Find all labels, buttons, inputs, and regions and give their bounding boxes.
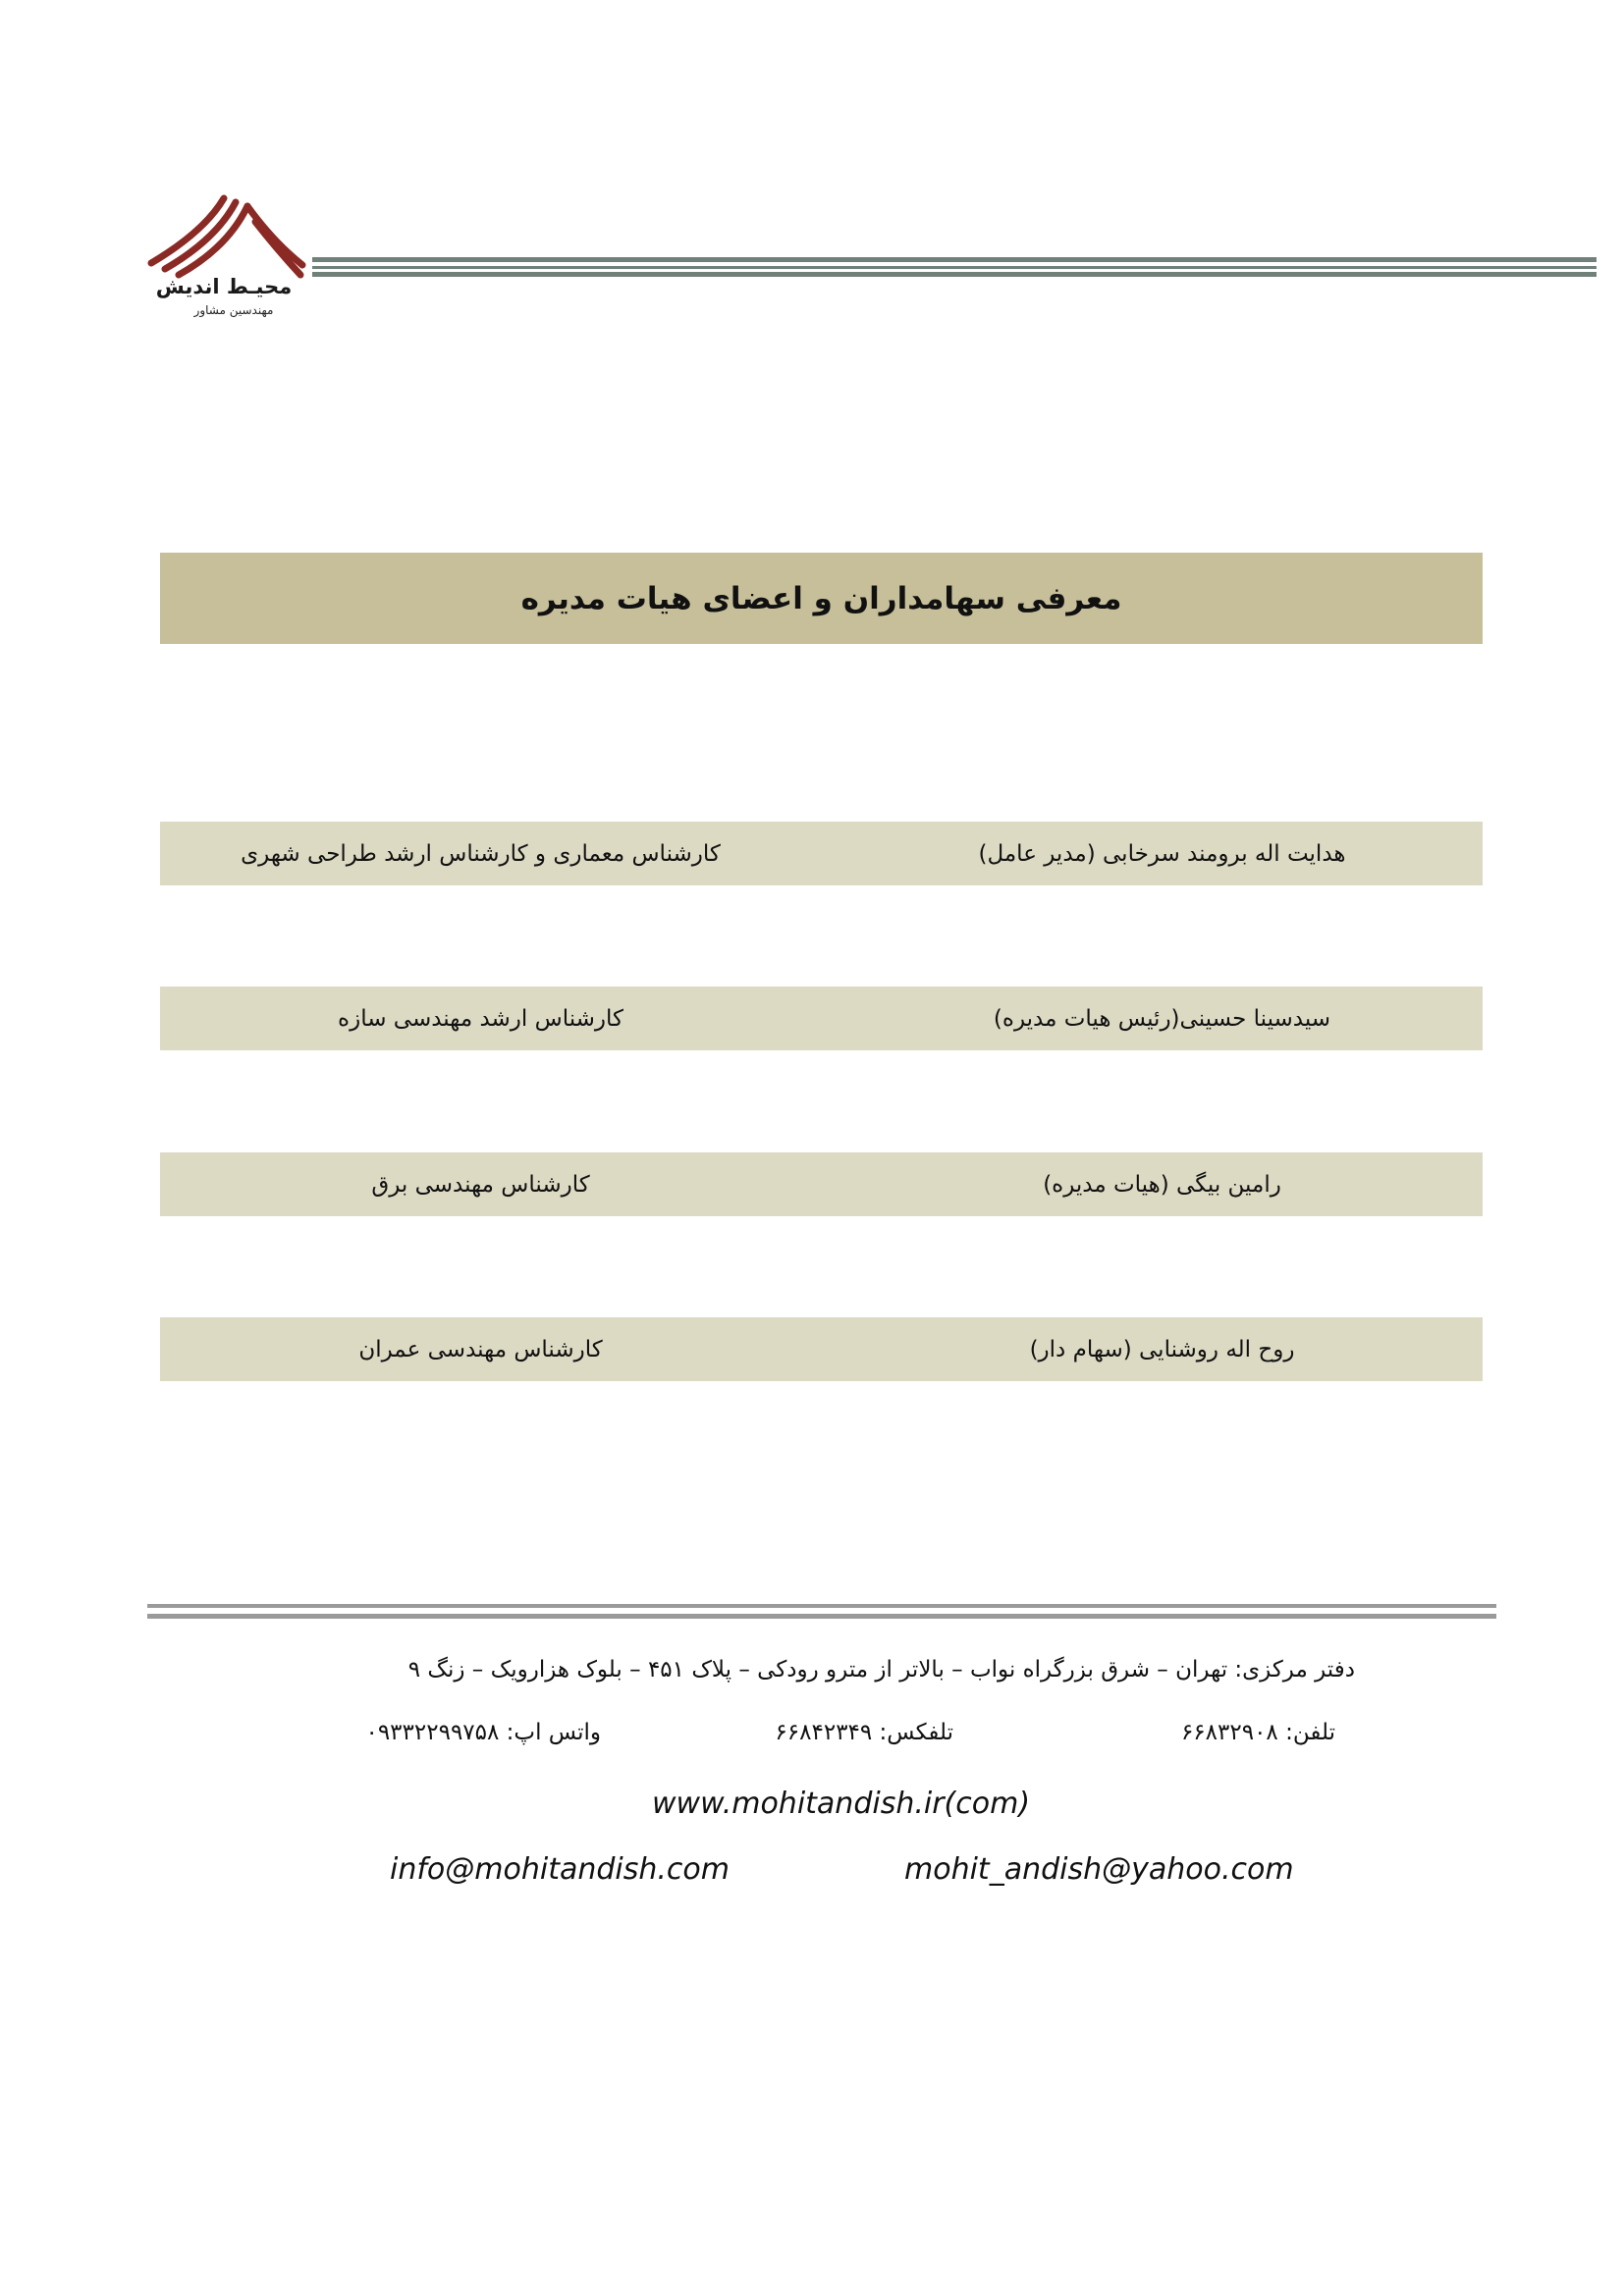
website-link[interactable]: www.mohitandish.ir(com) <box>652 1787 1031 1821</box>
footer-divider <box>147 1604 1496 1620</box>
logo-name: محیـط اندیش <box>155 275 293 298</box>
member-name: روح اله روشنایی (سهام دار) <box>1029 1336 1295 1362</box>
page-title: معرفی سهامداران و اعضای هیات مدیره <box>520 580 1122 616</box>
member-name: رامین بیگی (هیات مدیره) <box>1043 1171 1281 1198</box>
member-row <box>160 1317 1483 1381</box>
member-name: سیدسینا حسینی(رئیس هیات مدیره) <box>993 1005 1331 1032</box>
logo-arcs-icon <box>145 192 312 281</box>
company-logo <box>145 192 312 330</box>
member-row <box>160 1152 1483 1216</box>
member-name: هدایت اله برومند سرخابی (مدیر عامل) <box>978 840 1346 867</box>
member-role: کارشناس مهندسی عمران <box>358 1336 603 1362</box>
office-address: دفتر مرکزی: تهران – شرق بزرگراه نواب – بالاتر از مترو رودکی – پلاک ۴۵۱ – بلوک هزارویک – زنگ ۹ <box>407 1657 1355 1682</box>
page-title-bar <box>160 553 1483 644</box>
member-row <box>160 822 1483 885</box>
member-role: کارشناس معماری و کارشناس ارشد طراحی شهری <box>241 840 721 867</box>
email-info-link[interactable]: info@mohitandish.com <box>390 1852 730 1887</box>
fax-number: تلفکس: ۶۶۸۴۲۳۴۹ <box>775 1720 953 1745</box>
whatsapp-number: واتس اپ: ۰۹۳۳۲۲۹۹۷۵۸ <box>365 1720 601 1745</box>
member-role: کارشناس مهندسی برق <box>371 1171 590 1198</box>
member-row <box>160 987 1483 1050</box>
header-divider <box>312 257 1597 277</box>
logo-subtitle: مهندسین مشاور <box>193 303 274 317</box>
member-role: کارشناس ارشد مهندسی سازه <box>338 1005 623 1032</box>
phone-number: تلفن: ۶۶۸۳۲۹۰۸ <box>1180 1720 1335 1745</box>
email-yahoo-link[interactable]: mohit_andish@yahoo.com <box>904 1852 1294 1887</box>
